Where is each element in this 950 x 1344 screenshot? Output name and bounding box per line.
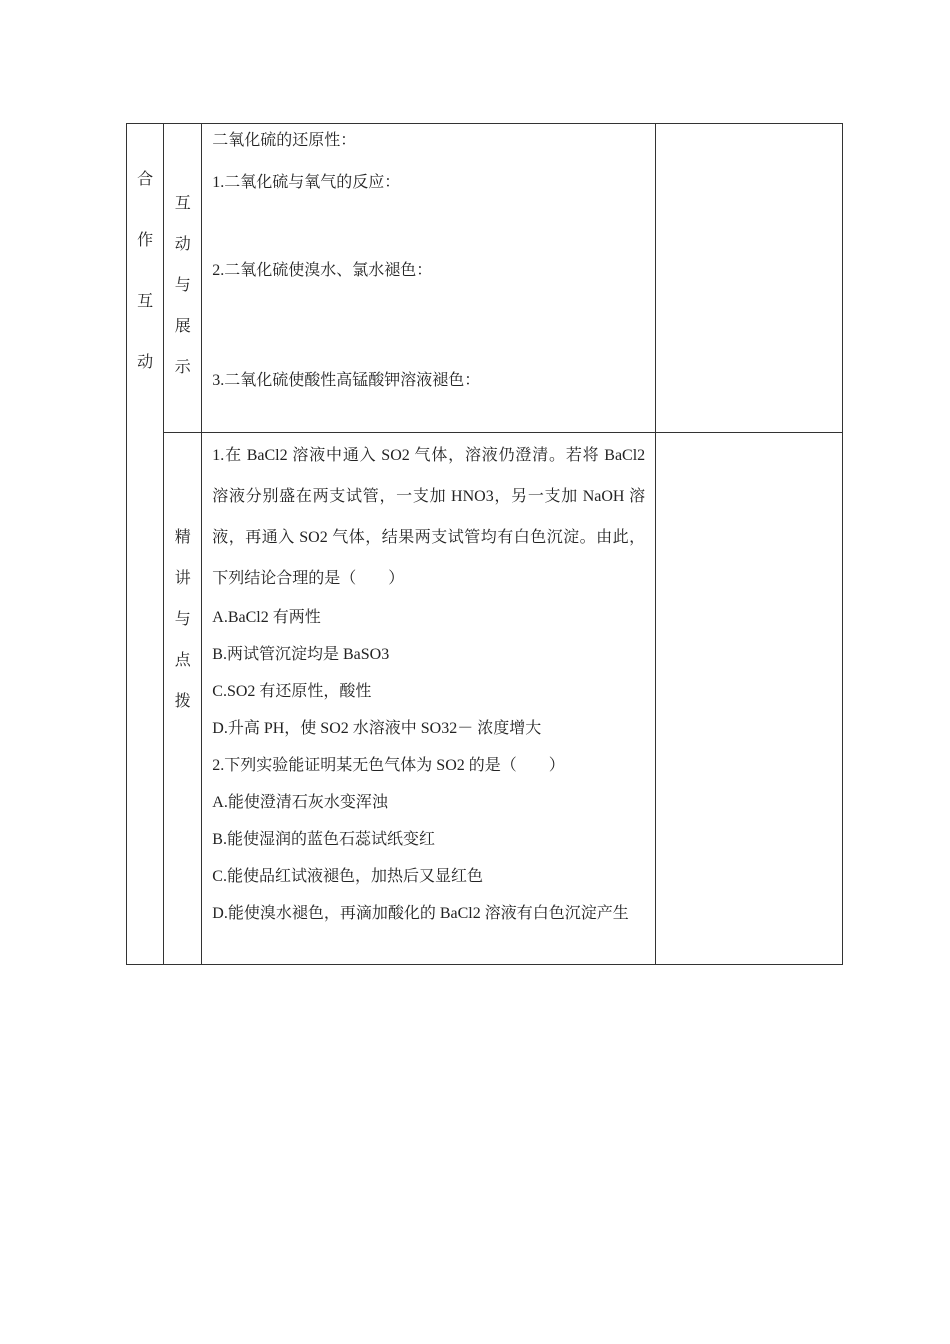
section-label-char: 动 [137, 354, 154, 371]
block1-label-char: 动 [174, 236, 191, 253]
block2-label-char: 讲 [174, 570, 191, 587]
block1-label-char: 与 [174, 277, 191, 294]
question-2-option-c: C.能使品红试液褪色，加热后又显红色 [212, 868, 483, 885]
section-label [127, 124, 163, 373]
block1-item: 2.二氧化硫使溴水、氯水褪色： [212, 262, 433, 279]
block2-content [202, 433, 655, 932]
block2-label-char: 拨 [174, 693, 191, 710]
section-label-char: 作 [137, 232, 154, 249]
block1-item: 1.二氧化硫与氧气的反应： [212, 174, 401, 191]
block1-heading: 二氧化硫的还原性： [212, 132, 357, 149]
block2-notes-cell [656, 433, 843, 965]
block1-label-char: 展 [174, 318, 191, 335]
question-2-option-a: A.能使澄清石灰水变浑浊 [212, 794, 388, 811]
block2-label-char: 与 [174, 611, 191, 628]
worksheet-table [126, 123, 843, 965]
question-1-option-a: A.BaCl2 有两性 [212, 609, 321, 626]
block1-label-char: 互 [174, 195, 191, 212]
question-2-stem: 2.下列实验能证明某无色气体为 SO2 的是（ ） [212, 757, 565, 774]
block2-content-cell [202, 433, 656, 965]
question-1-option-c: C.SO2 有还原性，酸性 [212, 683, 372, 700]
block1-label [164, 124, 201, 378]
block1-notes-cell [656, 124, 843, 433]
question-1-option-d: D.升高 PH，使 SO2 水溶液中 SO32－ 浓度增大 [212, 720, 542, 737]
block1-content-cell [202, 124, 656, 433]
block2-label-cell [164, 433, 202, 965]
block1-label-char: 示 [174, 359, 191, 376]
question-1-stem: 1.在 BaCl2 溶液中通入 SO2 气体，溶液仍澄清。若将 BaCl2 溶液分别盛在两支试管，一支加 HNO3，另一支加 NaOH 溶液，再通入 SO2 气体，结果两支试管均有白色沉淀。由此，下列结论合理的是（ ） [212, 447, 646, 587]
question-2-option-d: D.能使溴水褪色，再滴加酸化的 BaCl2 溶液有白色沉淀产生 [212, 905, 629, 922]
section-label-char: 互 [137, 293, 154, 310]
block1-content [202, 124, 655, 432]
block1-item: 3.二氧化硫使酸性高锰酸钾溶液褪色： [212, 372, 481, 389]
table-row [127, 124, 843, 433]
block2-label [164, 433, 201, 712]
section-label-cell [127, 124, 164, 965]
question-2-option-b: B.能使湿润的蓝色石蕊试纸变红 [212, 831, 435, 848]
block2-label-char: 精 [174, 529, 191, 546]
block2-label-char: 点 [174, 652, 191, 669]
section-label-char: 合 [137, 171, 154, 188]
block1-label-cell [164, 124, 202, 433]
table-row [127, 433, 843, 965]
question-1-option-b: B.两试管沉淀均是 BaSO3 [212, 646, 390, 663]
